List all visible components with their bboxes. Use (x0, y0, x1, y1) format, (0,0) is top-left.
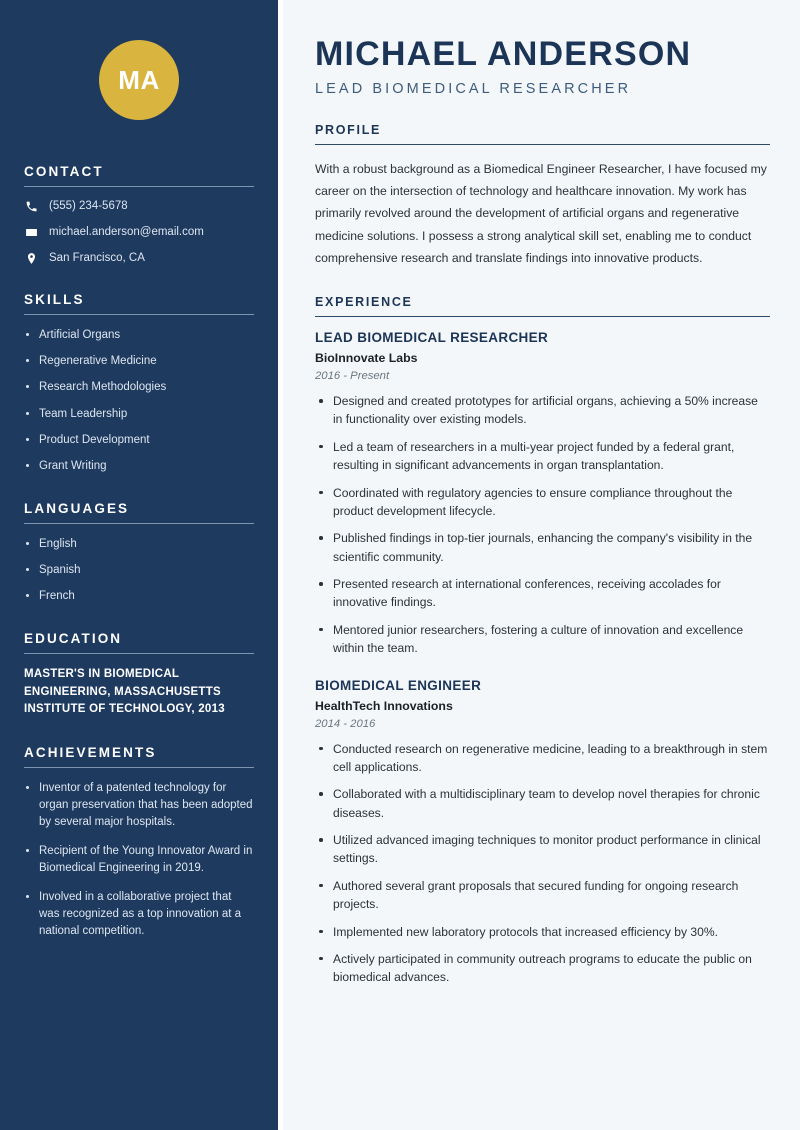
list-item: Artificial Organs (24, 327, 254, 343)
main-content (278, 0, 800, 1130)
education-divider (24, 653, 254, 654)
contact-email-value: michael.anderson@email.com (49, 225, 204, 238)
list-item: Team Leadership (24, 406, 254, 422)
achievements-divider (24, 767, 254, 768)
languages-divider (24, 523, 254, 524)
list-item: Regenerative Medicine (24, 353, 254, 369)
list-item: Utilized advanced imaging techniques to monitor product performance in clinical settings. (315, 831, 770, 868)
education-heading: EDUCATION (24, 630, 123, 646)
list-item: Conducted research on regenerative medicine, leading to a breakthrough in stem cell applications. (315, 740, 770, 777)
job-role-subtitle: LEAD BIOMEDICAL RESEARCHER (315, 81, 632, 98)
list-item: Product Development (24, 432, 254, 448)
experience-dates: 2016 - Present (315, 370, 390, 383)
list-item: Collaborated with a multidisciplinary team to develop novel therapies for chronic diseases. (315, 785, 770, 822)
profile-section (315, 123, 770, 269)
experience-job-title: LEAD BIOMEDICAL RESEARCHER (315, 330, 549, 346)
list-item: Research Methodologies (24, 379, 254, 395)
languages-section (24, 501, 254, 605)
list-item: Spanish (24, 562, 254, 578)
profile-divider (315, 144, 770, 145)
contact-location-value: San Francisco, CA (49, 251, 145, 264)
experience-dates: 2014 - 2016 (315, 717, 376, 730)
achievements-list (24, 780, 254, 940)
experience-bullets (315, 740, 770, 987)
experience-entry (315, 678, 770, 730)
achievements-section (24, 745, 254, 940)
phone-icon (24, 200, 38, 213)
achievements-heading: ACHIEVEMENTS (24, 745, 157, 761)
skills-list (24, 327, 254, 475)
contact-section (24, 164, 254, 266)
skills-heading: SKILLS (24, 291, 85, 307)
avatar-container (24, 0, 254, 164)
skills-section (24, 292, 254, 475)
list-item: Recipient of the Young Innovator Award in Biomedical Engineering in 2019. (24, 843, 254, 877)
contact-divider (24, 186, 254, 187)
list-item: Presented research at international conferences, receiving accolades for innovative findings. (315, 575, 770, 612)
profile-text: With a robust background as a Biomedical Engineer Researcher, I have focused my career on the intersection of technology and healthcare innovation. My work has primarily revolved around the development of artificial organs and regenerative medicine solutions. I possess a strong analytical skill set, enabling me to conduct comprehensive research and translate findings into innovative products. (315, 162, 767, 265)
list-item: English (24, 536, 254, 552)
contact-heading: CONTACT (24, 164, 104, 179)
avatar (99, 40, 179, 120)
experience-bullets (315, 392, 770, 658)
experience-job-title: BIOMEDICAL ENGINEER (315, 677, 482, 693)
sidebar (0, 0, 278, 1130)
education-section (24, 631, 254, 719)
education-degree: MASTER'S IN BIOMEDICAL ENGINEERING, MASSACHUSETTS INSTITUTE OF TECHNOLOGY, 2013 (24, 667, 225, 716)
page-title: MICHAEL ANDERSON (315, 35, 692, 73)
languages-list (24, 536, 254, 605)
avatar-initials: MA (118, 64, 160, 95)
map-pin-icon (24, 252, 38, 265)
experience-entry (315, 330, 770, 382)
contact-phone-row[interactable] (24, 199, 254, 214)
experience-company: BioInnovate Labs (315, 351, 418, 366)
envelope-icon (24, 226, 38, 239)
contact-location-row[interactable] (24, 251, 254, 266)
experience-divider (315, 316, 770, 317)
list-item: Implemented new laboratory protocols that increased efficiency by 30%. (315, 923, 770, 941)
list-item: Mentored junior researchers, fostering a culture of innovation and excellence within the team. (315, 621, 770, 658)
list-item: Inventor of a patented technology for organ preservation that has been adopted by several major hospitals. (24, 780, 254, 831)
contact-email-row[interactable] (24, 225, 254, 240)
list-item: Designed and created prototypes for artificial organs, achieving a 50% increase in functionality over existing models. (315, 392, 770, 429)
languages-heading: LANGUAGES (24, 500, 130, 516)
experience-company: HealthTech Innovations (315, 698, 453, 713)
list-item: Grant Writing (24, 458, 254, 474)
profile-heading: PROFILE (315, 123, 382, 138)
experience-heading: EXPERIENCE (315, 295, 413, 310)
list-item: French (24, 588, 254, 604)
list-item: Involved in a collaborative project that was recognized as a top innovation at a national competition. (24, 889, 254, 940)
list-item: Led a team of researchers in a multi-year project funded by a federal grant, resulting in significant advancements in organ transplantation. (315, 438, 770, 475)
list-item: Actively participated in community outreach programs to educate the public on biomedical advances. (315, 950, 770, 987)
skills-divider (24, 314, 254, 315)
list-item: Authored several grant proposals that secured funding for ongoing research projects. (315, 877, 770, 914)
list-item: Published findings in top-tier journals, enhancing the company's visibility in the scientific community. (315, 529, 770, 566)
contact-phone-value: (555) 234-5678 (49, 200, 128, 212)
list-item: Coordinated with regulatory agencies to ensure compliance throughout the product development lifecycle. (315, 484, 770, 521)
experience-section (315, 295, 770, 987)
